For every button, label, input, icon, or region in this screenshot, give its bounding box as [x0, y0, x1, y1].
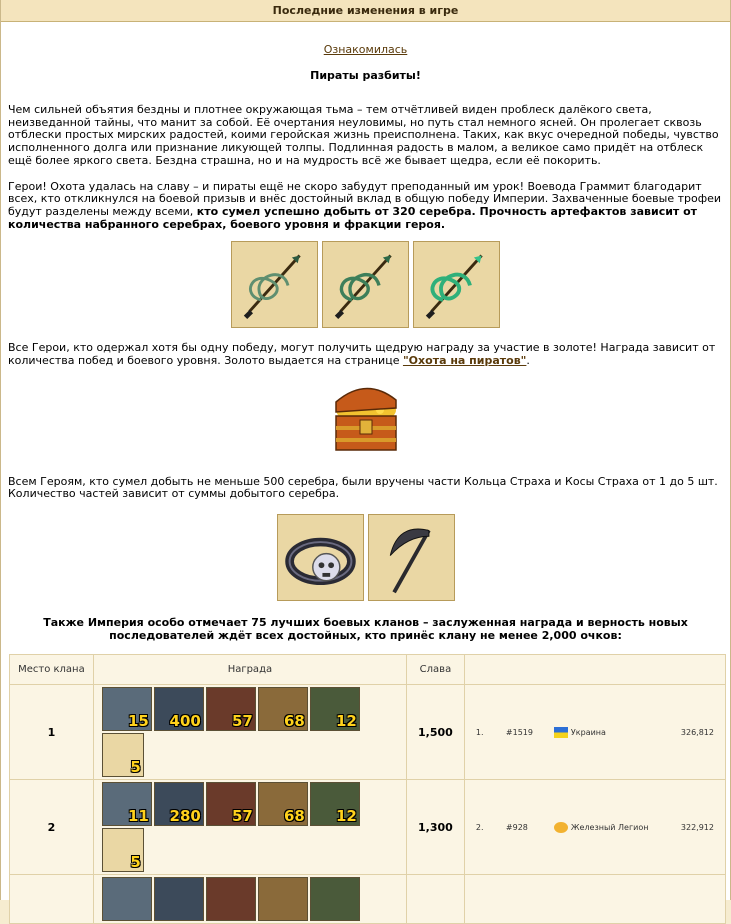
row-clan: [464, 875, 725, 924]
treasure-chest-icon: [326, 382, 406, 462]
paragraph-thanks: [8, 181, 723, 232]
skull-pirate-icon[interactable]: [154, 877, 204, 921]
table-row: [10, 780, 726, 875]
bandana-warrior-icon[interactable]: [258, 782, 308, 826]
col-header-clan: [464, 655, 725, 685]
row-place: 2: [10, 780, 94, 875]
paragraph-thanks-bold: кто сумел успешно добыть от 320 серебра. Прочность артефактов зависит от количества набранного серебрах, боевого уровня и фракции героя.: [8, 204, 698, 231]
lizard-creature-icon[interactable]: [310, 782, 360, 826]
paragraph-gold: [8, 342, 723, 367]
harpoon-artifact-3-icon[interactable]: [413, 241, 500, 328]
bandana-warrior-icon[interactable]: [258, 877, 308, 921]
skull-pirate-icon[interactable]: [154, 782, 204, 826]
clan-id[interactable]: #1519: [505, 727, 533, 737]
row-reward: [93, 780, 406, 875]
paragraph-gold-text: Все Герои, кто одержал хотя бы одну победу, могут получить щедрую награду за участие в золоте! Награда зависит от количества побед и боевого уровня. Золото выдается на странице: [8, 341, 716, 368]
skull-ring-icon[interactable]: [102, 733, 144, 777]
row-glory: 1,300: [406, 780, 464, 875]
ukraine-flag-icon: [554, 727, 568, 738]
table-header-row: [10, 655, 726, 685]
item-qty: 57: [231, 807, 253, 825]
ack-link-wrap: [1, 43, 730, 56]
row-reward: [93, 685, 406, 780]
item-qty: 57: [231, 712, 253, 730]
lady-pirate-icon[interactable]: [206, 877, 256, 921]
lady-pirate-icon[interactable]: [206, 687, 256, 731]
fear-scythe-icon[interactable]: [368, 514, 455, 601]
skull-pirate-icon[interactable]: [154, 687, 204, 731]
item-qty: 5: [130, 853, 141, 871]
clan-score: 322,912: [680, 822, 714, 832]
row-clan: [464, 685, 725, 780]
item-qty: 400: [169, 712, 201, 730]
row-glory: 1,500: [406, 685, 464, 780]
lizard-creature-icon[interactable]: [310, 877, 360, 921]
clan-rewards-table: [9, 654, 726, 924]
pirate-portrait-icon[interactable]: [102, 877, 152, 921]
harpoon-artifacts: [1, 241, 730, 328]
paragraph-gold-end: .: [526, 354, 530, 368]
row-place: [10, 875, 94, 924]
item-qty: 15: [127, 712, 149, 730]
clan-id[interactable]: #928: [505, 822, 528, 832]
paragraph-fear-parts: Всем Героям, кто сумел добыть не меньше 500 серебра, были вручены части Кольца Страха и Косы Страха от 1 до 5 шт. Количество частей зависит от суммы добытого серебра.: [8, 474, 718, 501]
item-qty: 12: [335, 807, 357, 825]
fear-ring-icon[interactable]: [277, 514, 364, 601]
clan-rewards-heading: Также Империя особо отмечает 75 лучших боевых кланов – заслуженная награда и верность новых последователей ждёт всех достойных, кто принёс клану не менее 2,000 очков:: [43, 616, 688, 643]
item-qty: 12: [335, 712, 357, 730]
clan-name[interactable]: Украина: [570, 727, 606, 737]
row-glory: [406, 875, 464, 924]
row-reward: [93, 875, 406, 924]
lady-pirate-icon[interactable]: [206, 782, 256, 826]
item-qty: 11: [127, 807, 149, 825]
skull-ring-icon[interactable]: [102, 828, 144, 872]
fear-artifacts: [1, 514, 730, 601]
clan-name[interactable]: Железный Легион: [570, 822, 649, 832]
clan-position: 2.: [475, 822, 484, 832]
col-header-place: Место клана: [10, 655, 94, 685]
col-header-glory: Слава: [406, 655, 464, 685]
page-header: Последние изменения в игре: [1, 0, 730, 22]
item-qty: 68: [283, 807, 305, 825]
clan-score: 326,812: [680, 727, 714, 737]
clan-position: 1.: [475, 727, 484, 737]
table-row: [10, 875, 726, 924]
clan-emblem-icon: [554, 822, 568, 833]
harpoon-artifact-1-icon[interactable]: [231, 241, 318, 328]
pirate-hunt-link[interactable]: "Охота на пиратов": [402, 354, 527, 368]
lizard-creature-icon[interactable]: [310, 687, 360, 731]
acknowledge-link[interactable]: Ознакомилась: [323, 43, 408, 56]
pirate-portrait-icon[interactable]: [102, 687, 152, 731]
harpoon-artifact-2-icon[interactable]: [322, 241, 409, 328]
table-row: [10, 685, 726, 780]
pirate-portrait-icon[interactable]: [102, 782, 152, 826]
row-place: 1: [10, 685, 94, 780]
paragraph-thanks-text: Герои! Охота удалась на славу – и пираты ещё не скоро забудут преподанный им урок! Воевода Граммит благодарит всех, кто откликнулся на боевой призыв и внёс достойный вклад в общую победу Империи. Захваченные боевые трофеи будут разделены между всеми,: [8, 179, 722, 218]
news-title: Пираты разбиты!: [310, 69, 421, 82]
item-qty: 68: [283, 712, 305, 730]
col-header-reward: Награда: [93, 655, 406, 685]
item-qty: 5: [130, 758, 141, 776]
paragraph-lore: Чем сильней объятия бездны и плотнее окружающая тьма – тем отчётливей виден проблеск далёкого света, неизведанной тайны, что манит за собой. Её очертания неуловимы, но путь стал немного ясней. Он пролегает сквозь отблески простых мирских радостей, коими геройская жизнь преисполнена. Таких, как вкус очередной победы, чувство исполненного долга или признание ликующей толпы. Подлинная радость в малом, а великое само придёт на отблеск ещё более яркого света. Бездна страшна, но и на мудрость всё же бывает щедра, если её покорить.: [8, 103, 719, 167]
item-qty: 280: [169, 807, 201, 825]
row-clan: [464, 780, 725, 875]
bandana-warrior-icon[interactable]: [258, 687, 308, 731]
